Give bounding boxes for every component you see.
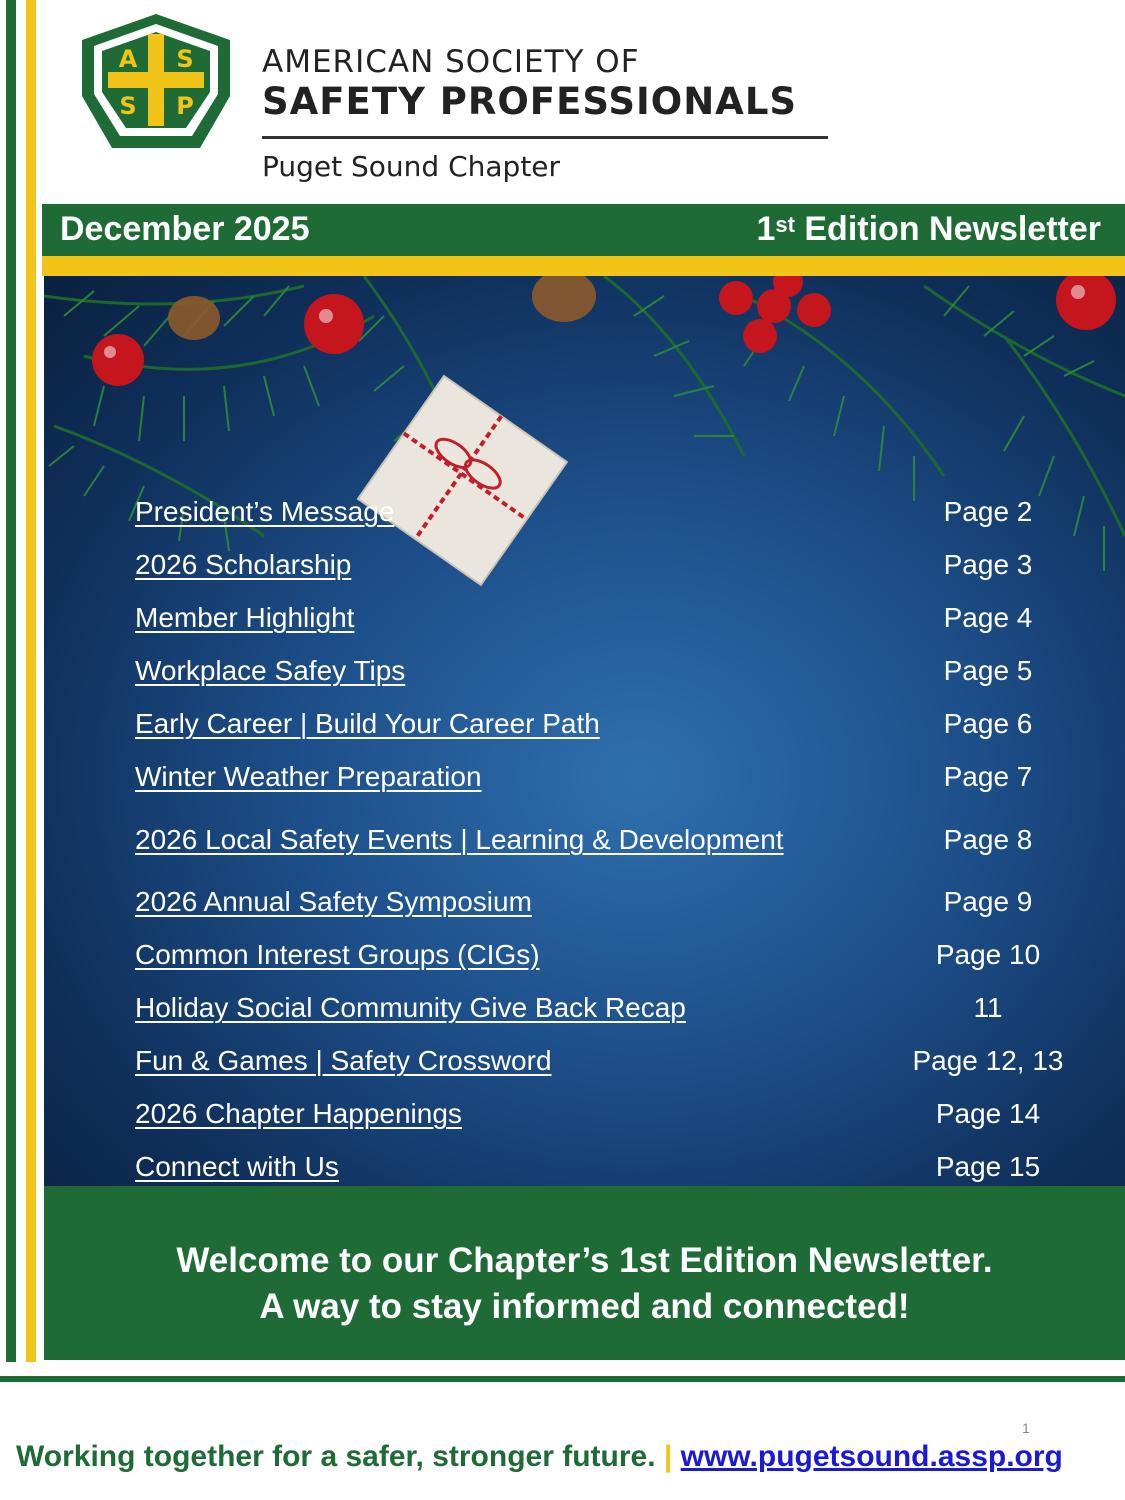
edition-banner: [42, 204, 1125, 256]
toc-row: [44, 824, 1125, 864]
issue-date: December 2025: [60, 210, 310, 248]
toc-row: [44, 939, 1125, 979]
toc-page-number: Page 7: [943, 761, 1033, 792]
edition-number: 1: [756, 210, 776, 248]
toc-page-number: Page 9: [943, 886, 1033, 917]
toc-page-number: Page 5: [943, 655, 1033, 686]
toc-page-number: Page 4: [943, 602, 1033, 633]
welcome-line2: A way to stay informed and connected!: [259, 1287, 910, 1326]
toc-page-number: Page 2: [943, 496, 1033, 527]
toc-row: [44, 992, 1125, 1032]
toc-link-holiday-social[interactable]: Holiday Social Community Give Back Recap: [135, 992, 686, 1023]
toc-row: [44, 655, 1125, 695]
welcome-line1: Welcome to our Chapter’s 1st Edition Newsletter.: [176, 1241, 993, 1280]
toc-link-member-highlight[interactable]: Member Highlight: [135, 602, 355, 633]
toc-row: [44, 1098, 1125, 1138]
left-green-stripe: [6, 0, 16, 1362]
toc-page-number: Page 8: [943, 824, 1033, 855]
org-name-line1: AMERICAN SOCIETY OF: [262, 44, 640, 80]
chapter-name: Puget Sound Chapter: [262, 150, 561, 183]
org-name-line2: SAFETY PROFESSIONALS: [262, 80, 798, 123]
assp-logo: [74, 10, 238, 156]
table-of-contents: [44, 276, 1125, 1186]
footer-separator: |: [663, 1440, 673, 1473]
toc-row: [44, 549, 1125, 589]
page-number: 1: [1022, 1420, 1030, 1436]
banner-yellow-stripe: [42, 256, 1125, 276]
edition-suffix: st: [775, 212, 795, 237]
toc-page-number: Page 10: [935, 939, 1041, 970]
logo-letter-s2: S: [119, 92, 137, 120]
welcome-panel: [44, 1186, 1125, 1360]
toc-link-fun-and-games[interactable]: Fun & Games | Safety Crossword: [135, 1045, 552, 1076]
toc-link-connect-with-us[interactable]: Connect with Us: [135, 1151, 339, 1182]
toc-link-presidents-message[interactable]: President’s Message: [135, 496, 395, 527]
toc-row: [44, 1151, 1125, 1186]
header-divider: [262, 136, 828, 139]
toc-row: [44, 886, 1125, 926]
footer-divider: [0, 1376, 1125, 1382]
toc-page-number: Page 3: [943, 549, 1033, 580]
toc-link-chapter-happenings[interactable]: 2026 Chapter Happenings: [135, 1098, 462, 1129]
toc-link-early-career[interactable]: Early Career | Build Your Career Path: [135, 708, 600, 739]
toc-link-common-interest-groups[interactable]: Common Interest Groups (CIGs): [135, 939, 540, 970]
toc-link-safety-symposium[interactable]: 2026 Annual Safety Symposium: [135, 886, 532, 917]
holiday-hero-image: [44, 276, 1125, 1186]
toc-page-number: 11: [973, 992, 1003, 1023]
toc-row: [44, 708, 1125, 748]
toc-link-workplace-safety-tips[interactable]: Workplace Safey Tips: [135, 655, 406, 686]
toc-link-winter-weather[interactable]: Winter Weather Preparation: [135, 761, 482, 792]
footer-tagline: Working together for a safer, stronger future.: [16, 1440, 656, 1473]
logo-letter-a: A: [118, 45, 138, 73]
toc-page-number: Page 14: [935, 1098, 1041, 1129]
left-yellow-stripe: [26, 0, 36, 1362]
toc-link-scholarship[interactable]: 2026 Scholarship: [135, 549, 352, 580]
toc-row: [44, 602, 1125, 642]
toc-link-local-safety-events[interactable]: 2026 Local Safety Events | Learning & Development: [135, 824, 784, 855]
footer: [16, 1440, 1063, 1474]
toc-page-number: Page 12, 13: [912, 1045, 1064, 1076]
edition-text: Edition Newsletter: [794, 210, 1101, 248]
toc-row: [44, 496, 1125, 536]
toc-row: [44, 1045, 1125, 1085]
toc-page-number: Page 15: [935, 1151, 1041, 1182]
logo-letter-s1: S: [176, 45, 194, 73]
toc-row: [44, 761, 1125, 801]
toc-page-number: Page 6: [943, 708, 1033, 739]
logo-letter-p: P: [176, 92, 194, 120]
website-link[interactable]: www.pugetsound.assp.org: [680, 1440, 1063, 1473]
edition-label: [756, 210, 1101, 249]
